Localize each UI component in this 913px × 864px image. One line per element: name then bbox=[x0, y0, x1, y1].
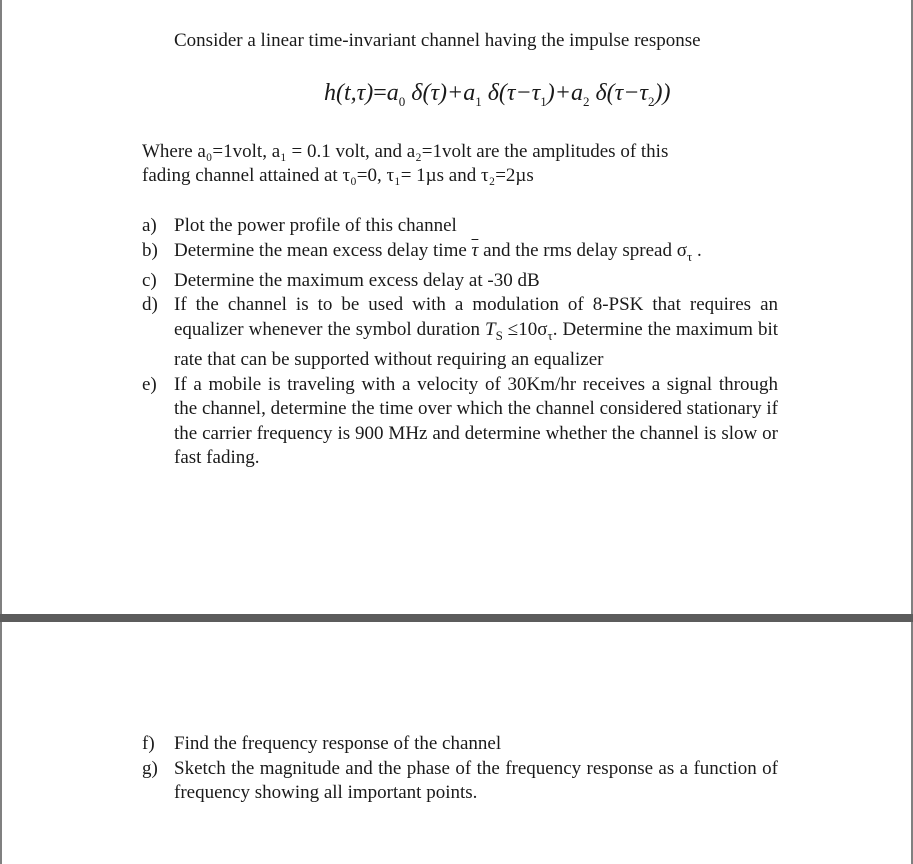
question-e: e) If a mobile is traveling with a velocity of 30Km/hr receives a signal through the channel, determine the time over which the channel considered stationary if the carrier frequency is 900 MHz and determine whether the channel is slow or fast fading. bbox=[142, 373, 778, 469]
question-f: f) Find the frequency response of the channel bbox=[142, 733, 502, 754]
document-page-2 bbox=[0, 622, 913, 864]
question-d: d) If the channel is to be used with a modulation of 8-PSK that requires an equalizer whenever the symbol duration $T_S \le 10\sigma_\tau$. Determine the maximum bit rate that can be supported without requiring an equalizer bbox=[142, 294, 778, 371]
amplitudes-line-2: fading channel attained at τ₀=0, τ₁= 1µs and τ₂=2µs bbox=[142, 165, 534, 186]
questions-list-part2 bbox=[142, 732, 778, 806]
question-b: b) Determine the mean excess delay time $\overline{\tau}$ and the rms delay spread $\sigma_\tau$ . bbox=[142, 239, 702, 264]
questions-list-part1 bbox=[142, 214, 778, 471]
question-g: g) Sketch the magnitude and the phase of the frequency response as a function of frequency showing all important points. bbox=[142, 757, 778, 803]
impulse-response-equation: $h(t,\tau)=a_0$ $\delta(\tau)+a_1$ $\delta(\tau-\tau_1)+a_2$ $\delta(\tau-\tau_2)$) bbox=[324, 80, 671, 109]
question-a: a) Plot the power profile of this channel bbox=[142, 215, 457, 236]
question-c: c) Determine the maximum excess delay at -30 dB bbox=[142, 269, 540, 291]
intro-text: Consider a linear time-invariant channel having the impulse response bbox=[174, 30, 701, 51]
amplitudes-line-1: Where a₀=1volt, a₁ = 0.1 volt, and a₂=1volt are the amplitudes of this bbox=[142, 141, 669, 162]
page-separator bbox=[0, 614, 913, 622]
